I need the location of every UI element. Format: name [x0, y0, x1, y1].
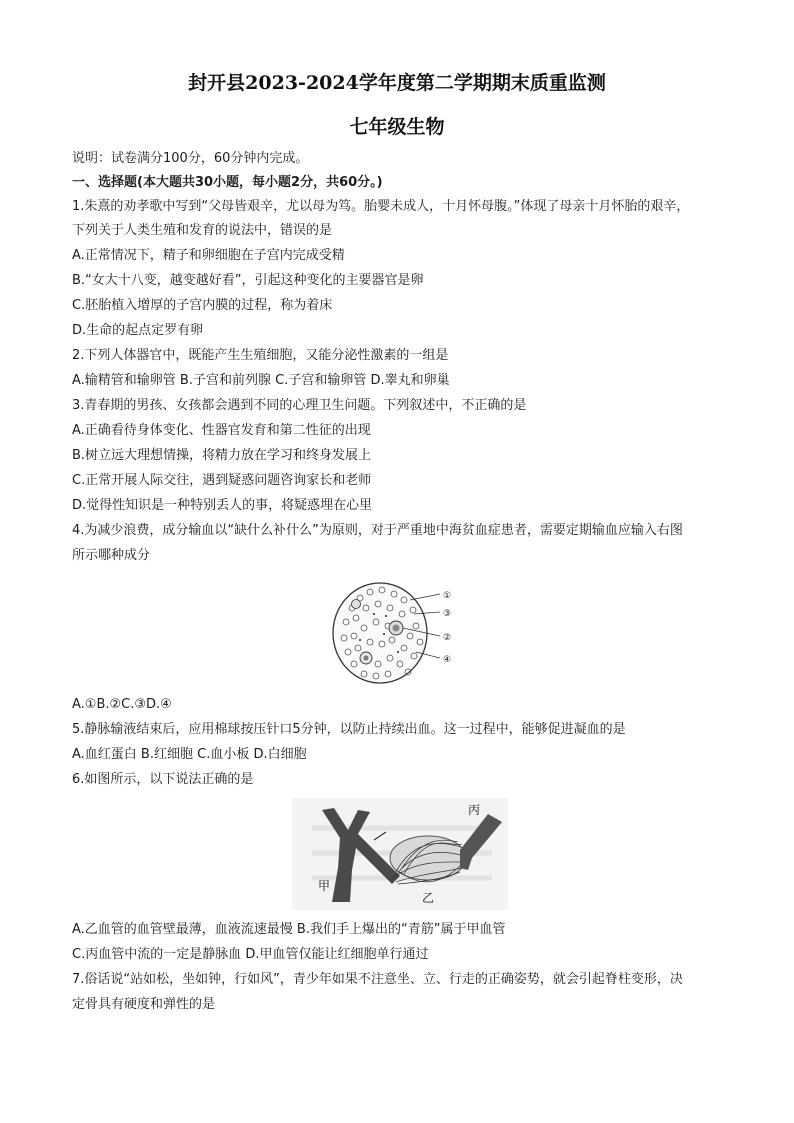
q3-option-c: C.正常开展人际交往，遇到疑惑问题咨询家长和老师 [72, 473, 372, 488]
fig2-label-yi: 乙 [422, 891, 435, 905]
q1-option-c: C.胚胎植入增厚的子宫内膜的过程，称为着床 [72, 298, 333, 313]
q1-stem-line1: 1.朱熹的劝孝歌中写到“父母皆艰辛，尤以母为笃。胎婴未成人，十月怀母腹。”体现了母亲十月怀胎的艰辛， [72, 199, 690, 214]
q5-options: A.血红蛋白 B.红细胞 C.血小板 D.白细胞 [72, 747, 307, 762]
q2-stem: 2.下列人体器官中，既能产生生殖细胞，又能分泌性激素的一组是 [72, 348, 449, 363]
fig2-label-bing: 丙 [468, 803, 481, 817]
q5-stem: 5.静脉输液结束后，应用棉球按压针口5分钟，以防止持续出血。这一过程中，能够促进凝血的是 [72, 722, 626, 737]
q3-option-d: D.觉得性知识是一种特别丢人的事，将疑惑埋在心里 [72, 498, 373, 513]
fig1-label-4: ④ [443, 655, 452, 665]
fig1-label-3: ③ [443, 609, 452, 619]
q6-stem: 6.如图所示，以下说法正确的是 [72, 772, 254, 787]
exam-title: 封开县2023-2024学年度第二学期期末质重监测 [188, 72, 606, 94]
q4-options: A.①B.②C.③D.④ [72, 697, 172, 712]
blood-smear-figure [330, 578, 460, 688]
q1-stem-line2: 下列关于人类生殖和发育的说法中，错误的是 [72, 223, 333, 238]
q1-option-b: B.“女大十八变，越变越好看”，引起这种变化的主要器官是卵 [72, 273, 424, 288]
section-heading: 一、选择题(本大题共30小题，每小题2分，共60分。) [72, 175, 383, 190]
q3-option-a: A.正确看待身体变化、性器官发育和第二性征的出现 [72, 423, 371, 438]
q7-stem-line1: 7.俗话说“站如松，坐如钟，行如风”，青少年如果不注意坐、立、行走的正确姿势，就会引起脊柱变形，决 [72, 972, 683, 987]
q3-stem: 3.青春期的男孩、女孩都会遇到不同的心理卫生问题。下列叙述中，不正确的是 [72, 398, 527, 413]
exam-subtitle: 七年级生物 [349, 116, 445, 138]
instructions: 说明：试卷满分100分，60分钟内完成。 [72, 151, 309, 166]
blood-vessel-figure [292, 798, 508, 910]
q7-stem-line2: 定骨具有硬度和弹性的是 [72, 997, 216, 1012]
q4-stem-line2: 所示哪种成分 [72, 548, 151, 563]
q2-options: A.输精管和输卵管 B.子宫和前列腺 C.子宫和输卵管 D.睾丸和卵巢 [72, 373, 450, 388]
fig1-label-2: ② [443, 633, 452, 643]
q1-option-d: D.生命的起点定罗有卵 [72, 323, 204, 338]
q6-options-line1: A.乙血管的血管壁最薄，血液流速最慢 B.我们手上爆出的“青筋”属于甲血管 [72, 922, 506, 937]
q1-option-a: A.正常情况下，精子和卵细胞在子宫内完成受精 [72, 248, 345, 263]
q4-stem-line1: 4.为减少浪费，成分输血以“缺什么补什么”为原则，对于严重地中海贫血症患者，需要定期输血应输入右图 [72, 523, 683, 538]
q6-options-line2: C.丙血管中流的一定是静脉血 D.甲血管仅能让红细胞单行通过 [72, 947, 429, 962]
q3-option-b: B.树立远大理想情操，将精力放在学习和终身发展上 [72, 448, 372, 463]
fig2-label-jia: 甲 [318, 879, 331, 893]
fig1-label-1: ① [443, 591, 452, 601]
